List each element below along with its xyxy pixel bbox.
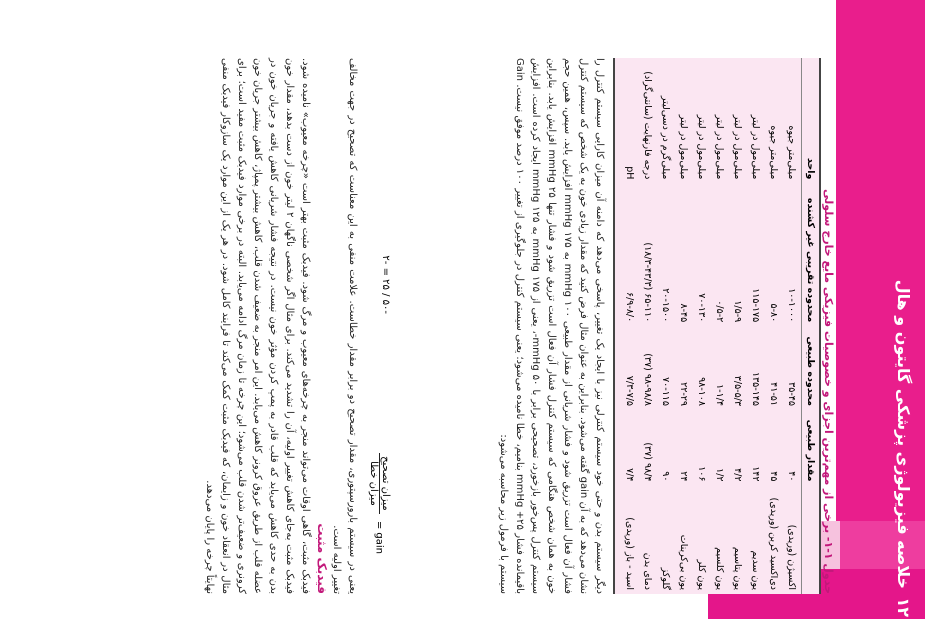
- table-cell: یون کلر: [696, 559, 708, 590]
- table-row: [621, 58, 639, 594]
- table-cell: ۴۵: [768, 471, 780, 482]
- table-cell: گلوکز: [660, 567, 672, 590]
- formula-fraction: [368, 453, 391, 514]
- table-caption: جدول ۱-۱- برخی از مهم‌ترین اجزای و خصوصیات فیزیکی مایع خارج سلولی: [822, 189, 835, 594]
- formula-label: gain: [373, 532, 385, 554]
- table-cell: میلی‌مول در لیتر: [750, 114, 762, 180]
- paragraph-3: فیدبک مثبت، گاهی اوقات می‌تواند منجر به چرخه‌های معیوب و مرگ شود. فیدبک مثبت بهتر است «چرخه معیوب» نامیده شود. فیدبک مثبت به‌جای کاهش تغییر اولیه، آن را تشدید می‌کند. برای مثال اگر شخصی ناگهان ۲ لیتر خون از دست بدهد، مقدار خون بدن به حدی کاهش می‌یابد که قلب قادر به پمپ کردن مؤثر خون نیست. در نتیجه فشار شریانی کاهش یافته و جریان خون در عضله قلب از طریق عروق کرونر کاهش می‌یابد. این امر منجر به ضعیف شدن قلب، کاهش بیشتر پمپاژ، کاهش بیشتر جریان خون کرونری و ضعیف‌تر شدن قلب می‌شود؛ این چرخه تا زمان مرگ ادامه می‌یابد. البته در برخی موارد فیدبک مثبت مفید است؛ برای مثال در انعقاد خون و زایمان، که فیدبک مثبت کمک می‌کند تا فرایند کامل شود. در هر یک از این موارد یک سازوکار فیدبک منفی نهایتاً چرخه را پایان می‌دهد.: [204, 58, 311, 595]
- table-cell: میلی‌گرم در دسی‌لیتر: [660, 95, 672, 180]
- col-header: محدوده طبیعی: [802, 326, 820, 410]
- table-cell: یون کلسیم: [714, 547, 726, 590]
- table-row: [747, 58, 765, 594]
- table-cell: میلی‌مول در لیتر: [696, 114, 708, 180]
- table-cell: ۵-۸۰: [768, 303, 780, 323]
- table-row: [765, 58, 783, 594]
- table-cell: اکسیژن (وریدی): [786, 524, 798, 590]
- table-cell: ۱۱۵-۱۷۵: [750, 288, 762, 323]
- table-cell: ۳۵-۴۵: [786, 382, 798, 407]
- table-cell: ۱/۵-۹: [732, 300, 744, 323]
- table-cell: یون سدیم: [750, 550, 762, 590]
- table-cell: ۴/۲: [732, 468, 744, 482]
- col-header: مقدار طبیعی: [802, 410, 820, 485]
- table-cell: ۹۰: [660, 471, 672, 482]
- table-cell: اسید - باز (وریدی): [624, 517, 636, 590]
- formula-numerator: میزان تصحیح: [379, 453, 391, 514]
- page-header: [836, 0, 925, 619]
- table-cell: دمای بدن: [642, 552, 654, 590]
- table-cell: ۰/۵-۲: [714, 300, 726, 323]
- table-cell: ۲۴: [678, 471, 690, 482]
- formula-lhs: gain = میزان تصحیح میزان خطا: [368, 449, 391, 554]
- table-cell: ۹۸-۱۰۸: [696, 377, 708, 407]
- table-cell: ۱۰-۱۰۰۰: [786, 288, 798, 323]
- section-title: فیدبک مثبت: [315, 523, 329, 594]
- table-header-row: [802, 58, 820, 594]
- table-cell: ۹۸/۴ (۳۷): [642, 442, 654, 482]
- table-cell: درجه فارنهایت (سانتی‌گراد): [642, 71, 654, 180]
- page-number: ۱۲: [894, 597, 913, 617]
- table-cell: ۷/۴: [624, 468, 636, 482]
- table-cell: ۱۳۵-۱۴۵: [750, 371, 762, 407]
- table-cell: pH: [624, 166, 636, 180]
- table-cell: ۹۸-۹۸/۸ (۳۷): [642, 353, 654, 407]
- table-cell: ۷/۳-۷/۵: [624, 375, 636, 407]
- table-cell: ۴۰: [786, 471, 798, 482]
- formula-denominator: میزان خطا: [368, 461, 379, 506]
- table-cell: میلی‌مول در لیتر: [732, 114, 744, 180]
- table-cell: ۶/۹-۸/۰: [624, 292, 636, 323]
- table-cell: یون پتاسیم: [732, 546, 744, 590]
- table-cell: ۱۰۶: [696, 466, 708, 482]
- formula-rhs: -۵۰ / ۲۵ = -۲: [380, 255, 391, 314]
- table-cell: ۷۰-۱۳۰: [696, 293, 708, 323]
- paragraph-1: دیگر سیستم بدن و حتی خود سیستم کنترلی نیز با ایجاد یک تغییر، پاسخی می‌دهد که دامنه آن میزان کارایی سیستم کنترل را نشان می‌دهد که به آن gain گفته می‌شود. بنابراین به عنوان مثال فرض کنید که مقدار زیادی خون به یک شخص که سیستم کنترل فشار آن فعال است تزریق شود و فشار شریانی از مقدار طبیعی ۱۰۰ mmHg به ۱۷۵ mmHg افزایش یابد. سپس، همین حجم خون به همان شخص هنگامی که سیستم کنترل فشار آن فعال است تزریق شود و فشار تنها ۲۵ mmHg افزایش یابد. بنابراین سیستم کنترل پس‌خور بازخورد، تصحیحی برابر با ۵۰ mmHg-، یعنی از ۱۷۵ mmHg به ۱۲۵ mmHg ایجاد کرده است. افزایش باقیمانده فشار ۲۵+ mmHg بنامیم، خطا نامیده می‌شود؛ یعنی سیستم کنترل در جلوگیری از تغییر ۱۰۰ درصد موفق نیست. Gain سیستم با فرمول زیر محاسبه می‌شود:: [498, 58, 605, 594]
- paragraph-2: یعنی در سیستم بارورسپتوری، مقدار تصحیح دو برابر مقدار خطاست. علامت منفی به این معناست که تصحیح در جهت مخالف تغییر اولیه است.: [331, 58, 358, 594]
- table-cell: میلی‌متر جیوه: [768, 125, 780, 180]
- table-row: [657, 58, 675, 594]
- table-cell: ۶۵-۱۱۰ (۱۸/۳-۴۳/۳): [642, 242, 654, 323]
- table-row: [693, 58, 711, 594]
- table-cell: ۲۰-۱۵۰۰: [660, 288, 672, 323]
- table-row: [729, 58, 747, 594]
- data-table: [613, 58, 821, 594]
- col-header: [802, 486, 820, 595]
- table-cell: ۴۱-۵۱: [768, 382, 780, 407]
- table-cell: ۲۲-۲۹: [678, 382, 690, 407]
- table-cell: میلی‌مول در لیتر: [714, 114, 726, 180]
- table-row: [675, 58, 693, 594]
- table-row: [783, 58, 802, 594]
- table-row: [639, 58, 657, 594]
- book-title: خلاصه فیزیولوژی پزشکی گایتون و هال: [894, 279, 913, 589]
- table-cell: میلی‌متر جیوه: [786, 125, 798, 180]
- table-cell: یون بی‌کربنات: [678, 534, 690, 590]
- col-header: محدوده تقریبی غیر کشنده: [802, 183, 820, 326]
- table-cell: ۸-۴۵: [678, 303, 690, 323]
- table-cell: میلی‌مول در لیتر: [678, 114, 690, 180]
- table-cell: ۱۴۲: [750, 466, 762, 482]
- table-cell: ۷۰-۱۱۵: [660, 377, 672, 407]
- table-cell: ۱-۱/۴: [714, 384, 726, 407]
- table-cell: ۱/۲: [714, 468, 726, 482]
- table-cell: دی‌اکسید کربن (وریدی): [768, 497, 780, 590]
- col-header: واحد: [802, 58, 820, 183]
- table-cell: ۳/۵-۵/۳: [732, 375, 744, 407]
- table-row: [711, 58, 729, 594]
